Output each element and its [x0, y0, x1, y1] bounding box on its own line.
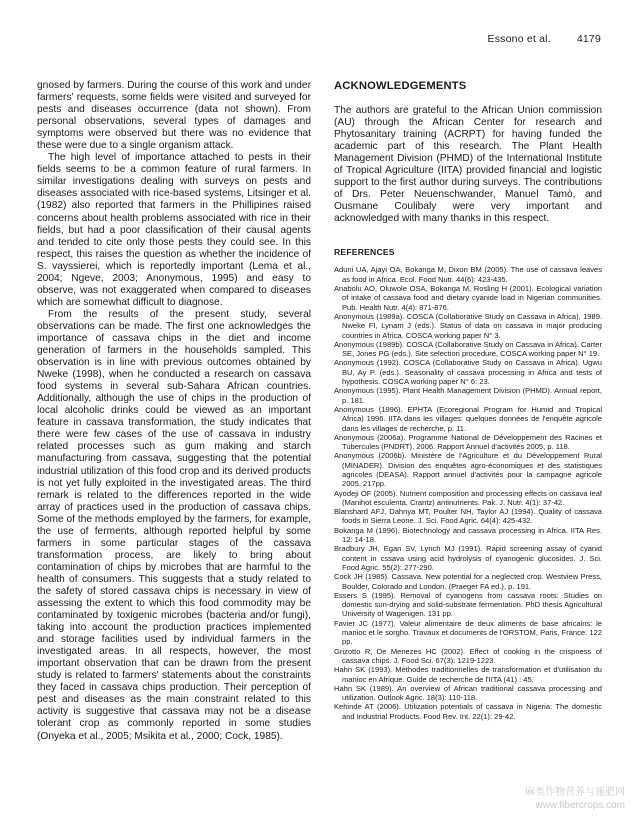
left-column — [37, 80, 311, 743]
watermark-chinese: 麻类作物营养与施肥网 — [525, 787, 625, 798]
reference-item: Kehinde AT (2006). Utilization potentials of cassava in Nigeria: The domestic and Industrial Products. Food Rev. Int. 22(1): 29-42. — [334, 702, 602, 721]
reference-item: Aduni UA, Ajayi OA, Bokanga M, Dixon BM (2005). The use of cassava leaves as food in Africa. Ecol. Food Nutr. 44(6): 423-435. — [334, 265, 602, 284]
right-column — [334, 80, 602, 721]
reference-item: Anonymous (1992). COSCA (Collaborative Study on Cassava in Africa). Ugwu BU, Ay P. (eds.). Seasonality of cassava processing in Africa and tests of hypothesis. COSCA working paper N° 6: 23. — [334, 358, 602, 387]
reference-item: Ayodeji OF (2005). Nutrient composition and processing effects on cassava leaf (Manihot esculenta, Crantz) antinutrients. Pak. J. Nutr. 4(1): 37-42. — [334, 488, 602, 507]
reference-item: Anonymous (1989a). COSCA (Collaborative Study on Cassava in Africa), 1989. Nweke FI, Lynam J (eds.). Status of data on cassava in major producing countries in Africa. COSCA working paper N° 3. — [334, 311, 602, 340]
body-paragraph: gnosed by farmers. During the course of this work and under farmers' requests, some fields were visited and surveyed for pests and diseases occurrence (data not shown). From personal observations, several types of damages and symptoms were observed but there was no evidence that these were due to a single organism attack. — [37, 80, 311, 152]
watermark — [525, 786, 625, 812]
body-paragraph: The high level of importance attached to pests in their fields seems to be a common feature of rural farmers. In similar investigations dealing with surveys on pests and diseases associated with rice-based systems, Litsinger et al. (1982) also reported that farmers in the Phillipines raised concerns about health problems associated with rice in their fields, but had a poor classification of their causal agents and tended to cite only those pests they could see. In this respect, this raises the question as whether the incidence of S. vayssierei, which is reportedly important (Lema et al., 2004; Ngeve, 2003; Anonymous, 1995) and easy to observe, was not exaggerated when compared to diseases which are somewhat difficult to diagnose. — [37, 152, 311, 308]
reference-item: Bokanga M (1996). Biotechnology and cassava processing in Africa. IITA Res. 12: 14-18. — [334, 525, 602, 545]
reference-item: Favier JC (1977). Valeur alimentaire de deux aliments de base africains: le manioc et le sorgho. Travaux et documents de l'ORSTOM, Paris, France. 122 pp. — [334, 618, 602, 647]
acknowledgements-heading: ACKNOWLEDGEMENTS — [334, 80, 467, 92]
reference-item: Anabolu AO, Oluwole OSA, Bokanga M, Rosling H (2001). Ecological variation of intake of cassava food and dietary cyanide load in Nigerian communities. Pub. Health Nutr. 4(4): 871-876. — [334, 284, 602, 312]
reference-item: Anonymous (2006b). Ministère de l'Agriculture et du Développement Rural (MINADER). Division des enquêtes agro-économiques et des statistiques agricoles (DEASA). Rapport annuel d'activités pour la campagne agricole 2005. 217pp. — [334, 451, 602, 489]
body-paragraph: From the results of the present study, several observations can be made. The first one acknowledges the importance of cassava chips in the diet and income generation of farmers in the households sampled. This observation is in line with previous outcomes obtained by Nweke (1998), when he conducted a research on cassava food systems in several sub-Sahara African countries. Additionally, although the use of chips in the production of local alcoholic drinks could be viewed as an important feature in cassava transformation, the study indicates that there were few cases of the use of cassava in industry related processes such as gum making and starch manufacturing from cassava, suggesting that the potential industrial utilization of this food crop and its derived products is not yet fully exploited in the investigated areas. The third remark is related to the differences reported in the wide array of practices used in the production of cassava chips. Some of the methods employed by the farmers, for example, the use of ferments, although reported helpful by some farmers in some particular stages of the cassava transformation process, are likely to bring about contamination of chips by microbes that are harmful to the health of consumers. This suggests that a study related to the safety of stored cassava chips is necessary in view of assessing the extent to which this food commodity may be contaminated by toxigenic microbes (bacteria and/or fungi), taking into account the production practices implemented and storage facilities used by individual farmers in the investigated areas. In all respects, however, the most important observation that can be drawn from the present study is related to farmers' statements about the constraints they faced in cassava chips production. Their perception of pest and diseases as the main constraint related to this activity is suggestive that cassava may not be a disease tolerant crop as commonly reported in some studies (Onyeka et al., 2005; Msikita et al., 2000; Cock, 1985). — [37, 308, 311, 742]
references-list — [334, 265, 602, 721]
reference-item: Anonymous (1996). EPHTA (Ecoregional Program for Humid and Tropical Africa) 1996. IITA dans les villages: quelques données de l'enquête agricole dans les villages de recherche, p. 11. — [334, 404, 602, 433]
watermark-url: www.fibercrops.com — [535, 800, 625, 811]
header-authors: Essono et al. — [487, 33, 551, 45]
running-header — [488, 33, 601, 45]
reference-item: Blanshard AFJ, Dahnya MT, Poulter NH, Taylor AJ (1994). Quality of cassava foods in Sierra Leone. J. Sci. Food Agric. 64(4): 425-432. — [334, 507, 602, 526]
reference-item: Hahn SK (1989). An overview of African traditional cassava processing and utilization. Outlook Agric. 18(3): 110-118. — [334, 683, 602, 703]
reference-item: Essers S (1995). Removal of cyanogens from cassava roots: Studies on domestic sun-drying and solid-substrate fermentation. PhD thesis Agricultural University of Wagenigen. 131 pp. — [334, 590, 602, 619]
page-number: 4179 — [576, 33, 601, 45]
reference-item: Hahn SK (1993). Méthodes traditionnelles de transformation et d'utilisation du manioc en Afrique. Guide de recherche de l'IITA (41) : 45. — [334, 665, 602, 684]
reference-item: Bradbury JH, Egan SV, Lynch MJ (1991). Rapid screening assay of cyanid content in cssava using acid hydrolysis of cyanogenic glucosides. J. Sci. Food Agric. 55(2): 277-290. — [334, 544, 602, 572]
acknowledgements-text: The authors are grateful to the African Union commission (AU) through the African Center for research and Phytosanitary training (ACRPT) for having funded the academic part of this research. The Plant Health Management Division (PHMD) of the International Institute of Tropical Agriculture (IITA) provided financial and logistic support to the first author during surveys. The contributions of Drs. Peter Neuenschwander, Manuel Tamò, and Ousmane Coulibaly were very important and acknowledged with many thanks in this respect. — [334, 105, 602, 225]
reference-item: Anonymous (1995). Plant Health Management Division (PHMD). Annual report, p. 181. — [334, 386, 602, 405]
reference-item: Anonymous (2006a). Programme National de Développement des Racines et Tubercules (PNDRT), 2006. Rapport Annuel d'activités 2005, p. 118. — [334, 432, 602, 452]
reference-item: Grizotto R, De Menezes HC (2002). Effect of cooking in the crispness of cassava chips. J. Food Sci. 67(3): 1219-1223. — [334, 646, 602, 665]
reference-item: Anonymous (1989b). COSCA (Collaborative Study on Cassava in Africa). Carter SE, Jones PG (eds.). Site selection procedure, COSCA working paper N° 19. — [334, 339, 602, 359]
reference-item: Cock JH (1985). Cassava. New potential for a neglected crop. Westview Press, Boulder, Colorado and London. (Praeger FA ed.), p. 191. — [334, 572, 602, 591]
references-heading: REFERENCES — [334, 247, 395, 258]
